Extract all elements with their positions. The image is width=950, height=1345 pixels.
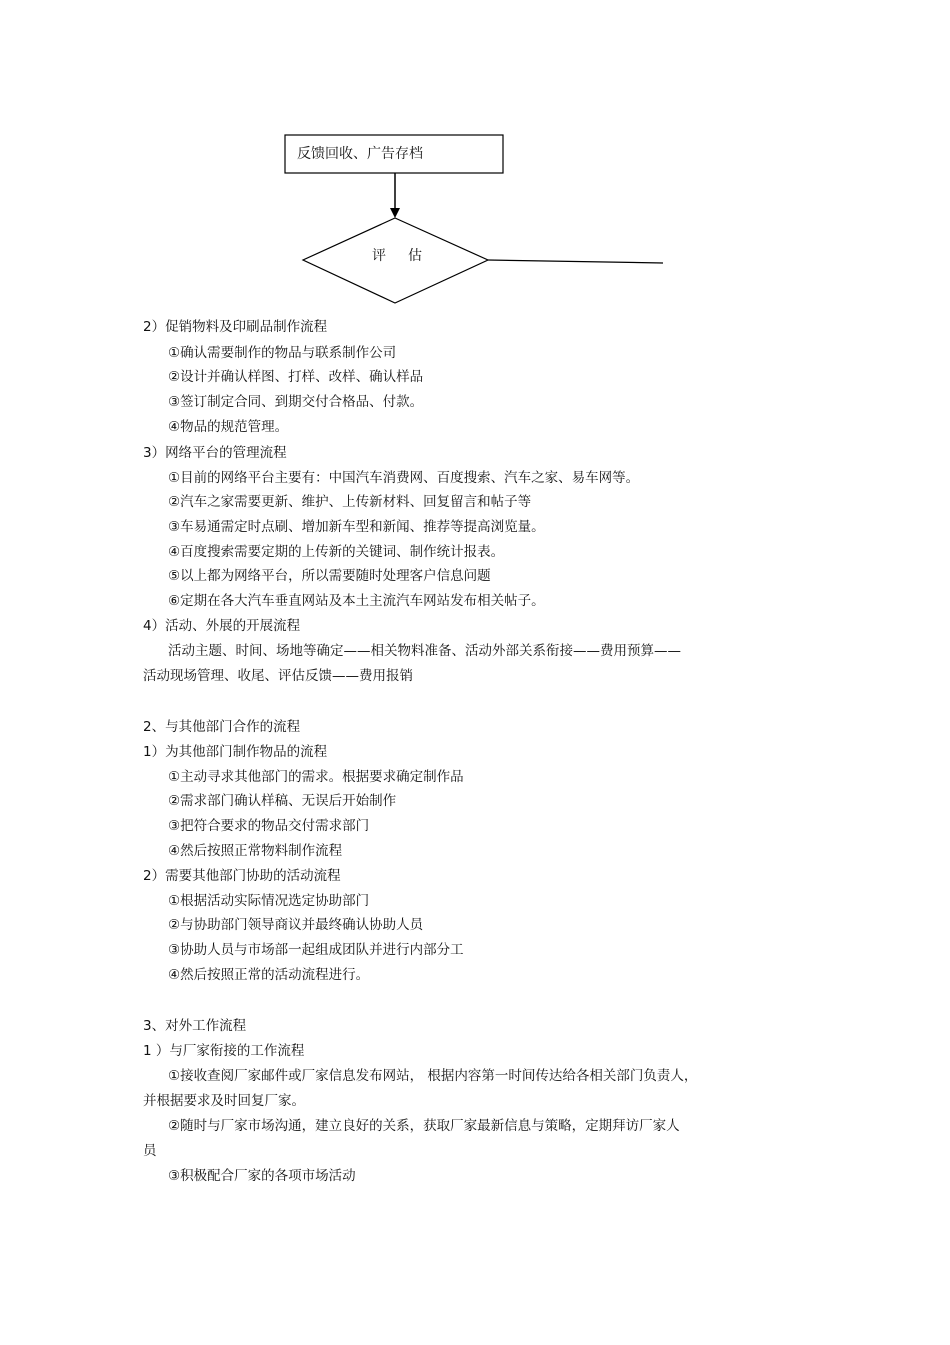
section-heading: 2、与其他部门合作的流程: [143, 719, 301, 735]
section-heading: 1）为其他部门制作物品的流程: [143, 744, 328, 760]
text-line: 活动主题、时间、场地等确定——相关物料准备、活动外部关系衔接——费用预算——: [168, 643, 681, 659]
text-line: ①确认需要制作的物品与联系制作公司: [168, 345, 397, 361]
decision-exit-line: [488, 260, 663, 263]
text-line: ④然后按照正常的活动流程进行。: [168, 967, 370, 983]
text-line: ②设计并确认样图、打样、改样、确认样品: [168, 369, 424, 385]
connector-arrow-head: [390, 208, 400, 218]
text-line: ⑥定期在各大汽车垂直网站及本土主流汽车网站发布相关帖子。: [168, 593, 545, 609]
text-line: ③把符合要求的物品交付需求部门: [168, 818, 370, 834]
text-line: 活动现场管理、收尾、评估反馈——费用报销: [143, 668, 413, 684]
section-heading: 1 ）与厂家衔接的工作流程: [143, 1043, 305, 1059]
text-line: ②需求部门确认样稿、无误后开始制作: [168, 793, 397, 809]
text-line: ①接收查阅厂家邮件或厂家信息发布网站， 根据内容第一时间传达给各相关部门负责人，: [168, 1068, 698, 1084]
text-line: ①根据活动实际情况选定协助部门: [168, 893, 370, 909]
section-heading: 3）网络平台的管理流程: [143, 445, 287, 461]
text-line: ④然后按照正常物料制作流程: [168, 843, 343, 859]
text-line: ⑤以上都为网络平台，所以需要随时处理客户信息问题: [168, 568, 491, 584]
text-line: ③车易通需定时点刷、增加新车型和新闻、推荐等提高浏览量。: [168, 519, 545, 535]
flowchart-graphic: [0, 0, 950, 320]
section-heading: 4）活动、外展的开展流程: [143, 618, 301, 634]
text-line: ③积极配合厂家的各项市场活动: [168, 1168, 356, 1184]
text-line: ③协助人员与市场部一起组成团队并进行内部分工: [168, 942, 464, 958]
section-heading: 3、对外工作流程: [143, 1018, 247, 1034]
section-heading: 2）需要其他部门协助的活动流程: [143, 868, 341, 884]
text-line: 并根据要求及时回复厂家。: [143, 1093, 305, 1109]
process-box-label: 反馈回收、广告存档: [297, 146, 423, 162]
text-line: ②与协助部门领导商议并最终确认协助人员: [168, 917, 424, 933]
flowchart: [0, 0, 950, 320]
text-line: ①目前的网络平台主要有：中国汽车消费网、百度搜索、汽车之家、易车网等。: [168, 470, 640, 486]
text-line: ④物品的规范管理。: [168, 419, 289, 435]
text-line: ④百度搜索需要定期的上传新的关键词、制作统计报表。: [168, 544, 505, 560]
text-line: ③签订制定合同、到期交付合格品、付款。: [168, 394, 424, 410]
text-line: ②汽车之家需要更新、维护、上传新材料、回复留言和帖子等: [168, 494, 532, 510]
text-line: ①主动寻求其他部门的需求。根据要求确定制作品: [168, 769, 464, 785]
decision-label: 评估: [372, 248, 444, 264]
text-line: 员: [143, 1143, 157, 1159]
text-line: ②随时与厂家市场沟通，建立良好的关系，获取厂家最新信息与策略，定期拜访厂家人: [168, 1118, 680, 1134]
section-heading: 2）促销物料及印刷品制作流程: [143, 319, 328, 335]
